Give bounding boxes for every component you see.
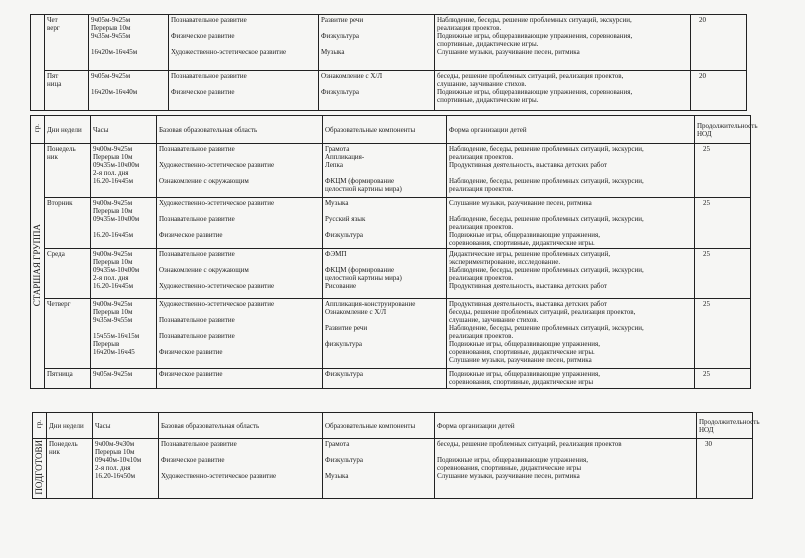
hours-line: 15ч55м-16ч15м [93, 332, 140, 340]
hours-line: Перерыв 10м [93, 207, 133, 215]
forms-cell [447, 369, 695, 389]
hours-line: 9ч00м-9ч30м [95, 440, 135, 448]
hours-line: 16.20-16ч45м [93, 177, 134, 185]
group-cell [33, 439, 47, 499]
forms-line: Подвижные игры, общеразвивающие упражнения, соревнования, [437, 32, 633, 40]
hours-line: 9ч00м-9ч25м [93, 300, 133, 308]
forms-cell [435, 439, 697, 499]
day-line: Чет [47, 16, 58, 24]
forms-line: спортивные, дидактические игры. [437, 40, 539, 48]
schedule-row [33, 439, 753, 499]
forms-line: Слушание музыки, разучивание песен, ритмика [437, 48, 580, 56]
schedule-row [31, 369, 751, 389]
forms-line: слушание, заучивание стихов. [437, 80, 527, 88]
forms-line: Подвижные игры, общеразвивающие упражнения, [449, 231, 600, 239]
forms-line: беседы, решение проблемных ситуаций, реализация проектов, [437, 72, 624, 80]
components-cell [323, 299, 447, 369]
header-duration: Продолжительность НОД [695, 116, 751, 144]
hours-line: Перерыв 10м [95, 448, 135, 456]
hours-cell [89, 71, 169, 111]
hours-line: Перерыв 10м [93, 308, 133, 316]
forms-line: соревнования, спортивные, дидактические игры [449, 378, 594, 386]
day-line: Четверг [47, 300, 71, 308]
forms-line [449, 169, 692, 177]
areas-line: Художественно-эстетическое развитие [159, 199, 275, 207]
prep-group-table [32, 412, 760, 499]
day-line: ник [47, 153, 58, 161]
hours-cell [93, 439, 159, 499]
forms-line: Наблюдение, беседы, решение проблемных ситуаций, экскурсии, [449, 215, 644, 223]
forms-line: Наблюдение, беседы, решение проблемных ситуаций, экскурсии, [449, 266, 644, 274]
table-header-row [31, 116, 751, 144]
duration-cell: 25 [695, 144, 751, 198]
areas-line: Художественно-эстетическое развитие [159, 300, 275, 308]
forms-line: реализация проектов. [449, 274, 514, 282]
header-duration: Продолжительность НОД [697, 413, 753, 439]
hours-line: 16ч20м-16ч45 [93, 348, 135, 356]
areas-line: Художественно-эстетическое развитие [159, 161, 275, 169]
components-line: физкультура [325, 340, 363, 348]
areas-line: Художественно-эстетическое развитие [161, 472, 277, 480]
header-area: Базовая образовательная область [157, 116, 323, 144]
areas-line [159, 223, 320, 231]
components-line [325, 258, 444, 266]
forms-line: Подвижные игры, общеразвивающие упражнения, [449, 340, 600, 348]
duration-cell: 30 [697, 439, 753, 499]
forms-line: реализация проектов. [449, 185, 514, 193]
header-hours: Часы [91, 116, 157, 144]
area-cell [169, 71, 319, 111]
day-line: ница [47, 80, 62, 88]
areas-line: Физическое развитие [159, 348, 223, 356]
forms-cell [435, 15, 691, 71]
areas-line: Ознакомление с окружающим [159, 177, 249, 185]
duration-cell: 25 [695, 369, 751, 389]
day-cell [45, 15, 89, 71]
schedule-row [31, 299, 751, 369]
areas-line: Физическое развитие [171, 88, 235, 96]
senior-group-table [30, 115, 758, 389]
forms-line [449, 207, 692, 215]
components-line: Физкультура [321, 32, 360, 40]
day-line: Среда [47, 250, 65, 258]
header-group: гр. [33, 413, 47, 439]
schedule-row [31, 198, 751, 249]
hours-line: 16ч20м-16ч45м [91, 48, 138, 56]
hours-line: 09ч35м-10ч00м [93, 266, 140, 274]
hours-line: 2-я пол. дня [93, 274, 129, 282]
forms-line [437, 448, 694, 456]
day-cell [47, 439, 93, 499]
components-line: Рисование [325, 282, 357, 290]
components-line: Аппликация-конструирование [325, 300, 416, 308]
areas-line [159, 308, 320, 316]
hours-line: 9ч35м-9ч55м [91, 32, 131, 40]
components-line: Ознакомление с Х/Л [321, 72, 383, 80]
forms-line: беседы, решение проблемных ситуаций, реализация проектов, [449, 308, 636, 316]
duration-cell: 25 [695, 299, 751, 369]
areas-line: Художественно-эстетическое развитие [171, 48, 287, 56]
forms-line: Наблюдение, беседы, решение проблемных ситуаций, экскурсии, [437, 16, 632, 24]
areas-line: Ознакомление с окружающим [159, 266, 249, 274]
hours-line [91, 40, 166, 48]
hours-line: Перерыв [93, 340, 120, 348]
schedule-row [31, 144, 751, 198]
forms-cell [447, 299, 695, 369]
areas-line [159, 340, 320, 348]
duration-cell: 20 [691, 71, 747, 111]
day-cell [45, 299, 91, 369]
hours-line: 09ч40м-10ч10м [95, 456, 142, 464]
areas-line: Познавательное развитие [159, 145, 235, 153]
components-line: Грамота [325, 440, 350, 448]
forms-line: Продуктивная деятельность, выставка детских работ [449, 282, 607, 290]
schedule-row [31, 15, 747, 71]
components-line [325, 448, 432, 456]
hours-line: 16.20-16ч45м [93, 282, 134, 290]
areas-line [171, 24, 316, 32]
components-cell [323, 198, 447, 249]
hours-line: 9ч00м-9ч25м [93, 250, 133, 258]
hours-line: 9ч05м-9ч25м [91, 72, 131, 80]
forms-line: Слушание музыки, разучивание песен, ритмика [449, 356, 592, 364]
areas-line: Познавательное развитие [171, 72, 247, 80]
schedule-row [31, 71, 747, 111]
areas-line [171, 80, 316, 88]
day-line: ник [49, 448, 60, 456]
hours-line: 9ч35м-9ч55м [93, 316, 133, 324]
hours-line: 2-я пол. дня [93, 169, 129, 177]
area-cell [157, 249, 323, 299]
components-line: Ознакомление с Х/Л [325, 308, 387, 316]
components-line: Развитие речи [321, 16, 364, 24]
components-line: Физкультура [325, 231, 364, 239]
hours-line: 9ч05м-9ч25м [91, 16, 131, 24]
forms-line: Наблюдение, беседы, решение проблемных ситуаций, экскурсии, [449, 324, 644, 332]
forms-cell [447, 198, 695, 249]
header-components: Образовательные компоненты [323, 116, 447, 144]
table-header-row [33, 413, 753, 439]
areas-line [159, 274, 320, 282]
components-line: Физкультура [325, 456, 364, 464]
components-line: ФЭМП [325, 250, 347, 258]
header-forms: Форма организации детей [447, 116, 695, 144]
components-line: ФКЦМ (формирование [325, 266, 395, 274]
components-line [325, 464, 432, 472]
forms-line: спортивные, дидактические игры. [437, 96, 539, 104]
day-line: верг [47, 24, 60, 32]
header-area: Базовая образовательная область [159, 413, 323, 439]
hours-line [91, 80, 166, 88]
top-schedule-table [30, 14, 747, 111]
components-line [325, 316, 444, 324]
group-label: ПОДГОТОВИ [34, 440, 44, 495]
area-cell [157, 369, 323, 389]
hours-cell [91, 249, 157, 299]
header-hours: Часы [93, 413, 159, 439]
header-forms: Форма организации детей [435, 413, 697, 439]
forms-line: Продуктивная деятельность, выставка детских работ [449, 300, 607, 308]
areas-line: Физическое развитие [159, 370, 223, 378]
components-cell [319, 71, 435, 111]
duration-cell: 25 [695, 249, 751, 299]
hours-line: Перерыв 10м [93, 258, 133, 266]
hours-line: 16ч20м-16ч40м [91, 88, 138, 96]
hours-line: 09ч35м-10ч00м [93, 215, 140, 223]
components-line [321, 40, 432, 48]
forms-line: Подвижные игры, общеразвивающие упражнения, [449, 370, 600, 378]
areas-line [159, 169, 320, 177]
forms-line: Наблюдение, беседы, решение проблемных ситуаций, экскурсии, [449, 145, 644, 153]
areas-line: Художественно-эстетическое развитие [159, 282, 275, 290]
area-cell [169, 15, 319, 71]
day-cell [45, 144, 91, 198]
forms-line: Продуктивная деятельность, выставка детских работ [449, 161, 607, 169]
components-cell [323, 439, 435, 499]
day-line: Понедель [49, 440, 78, 448]
components-cell [319, 15, 435, 71]
hours-line: Перерыв 10м [91, 24, 131, 32]
forms-line: реализация проектов. [437, 24, 502, 32]
components-line: Физкультура [325, 370, 364, 378]
areas-line [159, 258, 320, 266]
hours-cell [91, 144, 157, 198]
area-cell [157, 299, 323, 369]
header-day: Дни недели [45, 116, 91, 144]
day-cell [45, 71, 89, 111]
areas-line [161, 464, 320, 472]
hours-line [93, 223, 154, 231]
area-cell [159, 439, 323, 499]
group-cell [31, 15, 45, 111]
header-components: Образовательные компоненты [323, 413, 435, 439]
forms-line: реализация проектов. [449, 332, 514, 340]
day-line: Пятница [47, 370, 73, 378]
day-cell [45, 249, 91, 299]
hours-line: 9ч05м-9ч25м [93, 370, 133, 378]
components-cell [323, 369, 447, 389]
components-line: ФКЦМ (формирование [325, 177, 395, 185]
forms-line: реализация проектов. [449, 153, 514, 161]
hours-cell [89, 15, 169, 71]
hours-line [93, 324, 154, 332]
forms-cell [447, 144, 695, 198]
hours-line: Перерыв 10м [93, 153, 133, 161]
components-cell [323, 249, 447, 299]
areas-line [161, 448, 320, 456]
header-group: гр. [31, 116, 45, 144]
components-line: Развитие речи [325, 324, 368, 332]
area-cell [157, 198, 323, 249]
components-line: Аппликация- [325, 153, 365, 161]
hours-line: 2-я пол. дня [95, 464, 131, 472]
forms-line: Подвижные игры, общеразвивающие упражнения, соревнования, [437, 88, 633, 96]
areas-line [171, 40, 316, 48]
areas-line: Познавательное развитие [159, 332, 235, 340]
areas-line: Познавательное развитие [159, 250, 235, 258]
forms-cell [435, 71, 691, 111]
forms-line: соревнования, спортивные, дидактические игры [437, 464, 582, 472]
duration-cell: 20 [691, 15, 747, 71]
areas-line: Познавательное развитие [161, 440, 237, 448]
areas-line [159, 207, 320, 215]
components-line: Музыка [325, 199, 349, 207]
group-label: СТАРШАЯ ГРУППА [32, 223, 42, 307]
hours-line: 16.20-16ч50м [95, 472, 136, 480]
hours-cell [91, 198, 157, 249]
areas-line [159, 153, 320, 161]
group-cell [31, 144, 45, 389]
day-line: Вторник [47, 199, 73, 207]
areas-line: Познавательное развитие [159, 316, 235, 324]
forms-line: соревнования, спортивные, дидактические игры. [449, 348, 595, 356]
header-day: Дни недели [47, 413, 93, 439]
areas-line: Физическое развитие [161, 456, 225, 464]
areas-line: Познавательное развитие [159, 215, 235, 223]
components-line [325, 223, 444, 231]
day-cell [45, 198, 91, 249]
components-line: Русский язык [325, 215, 366, 223]
hours-line: 9ч00м-9ч25м [93, 199, 133, 207]
components-line: Музыка [321, 48, 345, 56]
hours-cell [91, 299, 157, 369]
hours-line: 09ч35м-10ч00м [93, 161, 140, 169]
day-line: Пят [47, 72, 59, 80]
components-line [325, 332, 444, 340]
components-line [321, 80, 432, 88]
areas-line: Познавательное развитие [171, 16, 247, 24]
day-line: Понедель [47, 145, 76, 153]
components-line: Лепка [325, 161, 343, 169]
hours-line: 16.20-16ч45м [93, 231, 134, 239]
components-line [321, 24, 432, 32]
components-line [325, 207, 444, 215]
components-line [325, 169, 444, 177]
components-line: Грамота [325, 145, 350, 153]
forms-line: Слушание музыки, разучивание песен, ритмика [449, 199, 592, 207]
forms-line: Наблюдение, беседы, решение проблемных ситуаций, экскурсии, [449, 177, 644, 185]
schedule-row [31, 249, 751, 299]
forms-line: экспериментирование, исследование. [449, 258, 561, 266]
areas-line: Физическое развитие [159, 231, 223, 239]
duration-cell: 25 [695, 198, 751, 249]
components-line: целостной картины мира) [325, 185, 402, 193]
forms-line: соревнования, спортивные, дидактические игры. [449, 239, 595, 247]
forms-line: реализация проектов. [449, 223, 514, 231]
areas-line [159, 324, 320, 332]
forms-line: Слушание музыки, разучивание песен, ритмика [437, 472, 580, 480]
forms-cell [447, 249, 695, 299]
components-line: целостной картины мира) [325, 274, 402, 282]
hours-cell [91, 369, 157, 389]
forms-line: Подвижные игры, общеразвивающие упражнения, [437, 456, 588, 464]
area-cell [157, 144, 323, 198]
areas-line: Физическое развитие [171, 32, 235, 40]
forms-line: слушание, заучивание стихов. [449, 316, 539, 324]
hours-line: 9ч00м-9ч25м [93, 145, 133, 153]
components-line: Физкультура [321, 88, 360, 96]
components-cell [323, 144, 447, 198]
components-line: Музыка [325, 472, 349, 480]
day-cell [45, 369, 91, 389]
forms-line: Дидактические игры, решение проблемных ситуаций, [449, 250, 611, 258]
forms-line: беседы, решение проблемных ситуаций, реализация проектов [437, 440, 622, 448]
